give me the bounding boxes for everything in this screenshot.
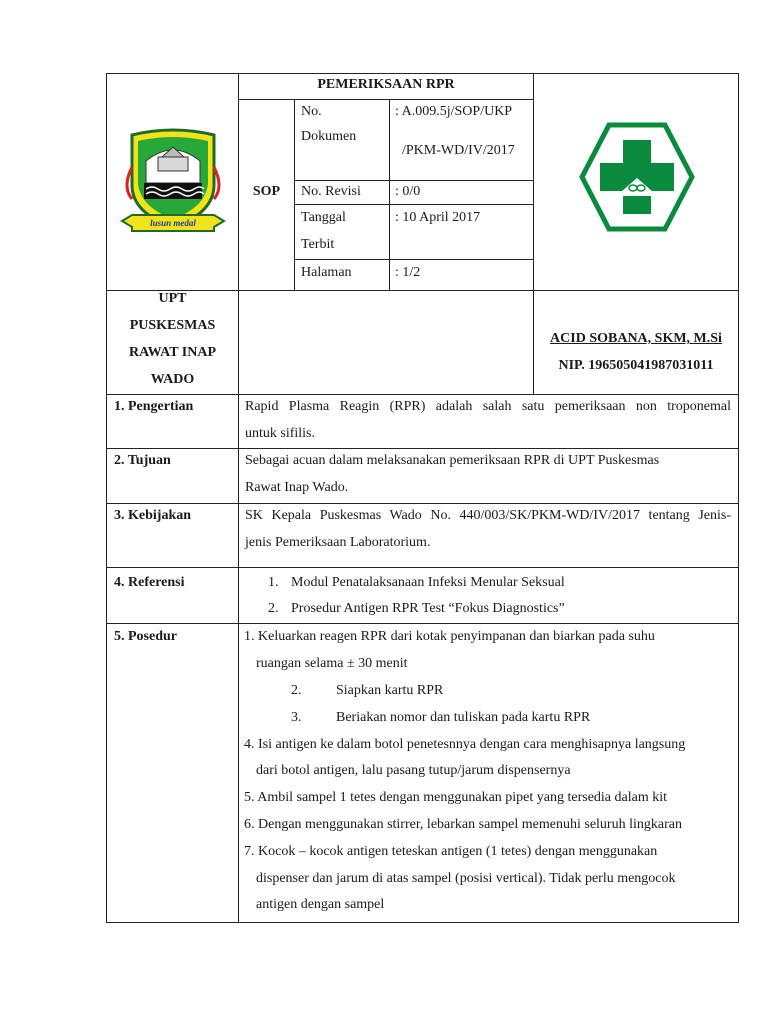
revision-value: : 0/0 [395, 184, 421, 199]
page-value: : 1/2 [395, 265, 421, 280]
pengertian-text: Rapid Plasma Reagin (RPR) adalah salah satu pemeriksaan non troponemal [245, 399, 731, 414]
reference-number: 2. [268, 601, 279, 616]
reference-item: Modul Penatalaksanaan Infeksi Menular Seksual [291, 575, 565, 590]
section-label-pengertian: 1. Pengertian [114, 399, 194, 414]
procedure-step-number: 2. [291, 683, 302, 698]
doc-number-value-1: : A.009.5j/SOP/UKP [395, 104, 513, 119]
procedure-step: 5. Ambil sampel 1 tetes dengan menggunakan pipet yang tersedia dalam kit [244, 790, 668, 805]
procedure-step-number: 3. [291, 710, 302, 725]
organization-line: RAWAT INAP [129, 345, 216, 360]
section-label-referensi: 4. Referensi [114, 575, 185, 590]
procedure-step: 1. Keluarkan reagen RPR dari kotak penyimpanan dan biarkan pada suhu [244, 629, 655, 644]
organization-line: UPT [158, 291, 187, 306]
reference-number: 1. [268, 575, 279, 590]
procedure-step: antigen dengan sampel [256, 897, 385, 912]
tujuan-text: Sebagai acuan dalam melaksanakan pemeriksaan RPR di UPT Puskesmas [245, 453, 660, 468]
procedure-step: dispenser dan jarum di atas sampel (posisi vertical). Tidak perlu mengocok [256, 871, 676, 886]
procedure-step: ruangan selama ± 30 menit [256, 656, 408, 671]
procedure-step: 4. Isi antigen ke dalam botol penetesnnya dengan cara menghisapnya langsung [244, 737, 686, 752]
tujuan-text: Rawat Inap Wado. [245, 480, 349, 495]
procedure-step: dari botol antigen, lalu pasang tutup/jarum dispensernya [256, 763, 571, 778]
signatory-name: ACID SOBANA, SKM, M.Si [550, 331, 722, 346]
kebijakan-text: jenis Pemeriksaan Laboratorium. [245, 535, 431, 550]
doc-number-label-1: No. [301, 104, 322, 119]
kebijakan-text: SK Kepala Puskesmas Wado No. 440/003/SK/PKM-WD/IV/2017 tentang Jenis- [245, 508, 731, 523]
procedure-step: 6. Dengan menggunakan stirrer, lebarkan sampel memenuhi seluruh lingkaran [244, 817, 682, 832]
issue-date-value: : 10 April 2017 [395, 210, 481, 225]
section-label-tujuan: 2. Tujuan [114, 453, 171, 468]
section-label-kebijakan: 3. Kebijakan [114, 508, 192, 523]
doc-number-label-2: Dokumen [301, 129, 357, 144]
issue-date-label-2: Terbit [301, 237, 335, 252]
puskesmas-logo-icon [578, 122, 696, 232]
document-title: PEMERIKSAAN RPR [317, 77, 455, 92]
procedure-step: Siapkan kartu RPR [336, 683, 444, 698]
procedure-step: 7. Kocok – kocok antigen teteskan antigen (1 tetes) dengan menggunakan [244, 844, 658, 859]
sop-label: SOP [252, 184, 281, 199]
revision-label: No. Revisi [301, 184, 361, 199]
page-label: Halaman [301, 265, 352, 280]
regional-emblem-icon [118, 127, 228, 243]
svg-text:lusun medal: lusun medal [150, 218, 196, 228]
doc-number-value-2: /PKM-WD/IV/2017 [402, 143, 515, 158]
reference-item: Prosedur Antigen RPR Test “Fokus Diagnostics” [291, 601, 565, 616]
procedure-step: Beriakan nomor dan tuliskan pada kartu RPR [336, 710, 591, 725]
pengertian-text: untuk sifilis. [245, 426, 316, 441]
section-label-posedur: 5. Posedur [114, 629, 177, 644]
organization-line: WADO [150, 372, 195, 387]
signatory-nip: NIP. 196505041987031011 [558, 358, 714, 373]
issue-date-label-1: Tanggal [301, 210, 346, 225]
organization-line: PUSKESMAS [129, 318, 216, 333]
